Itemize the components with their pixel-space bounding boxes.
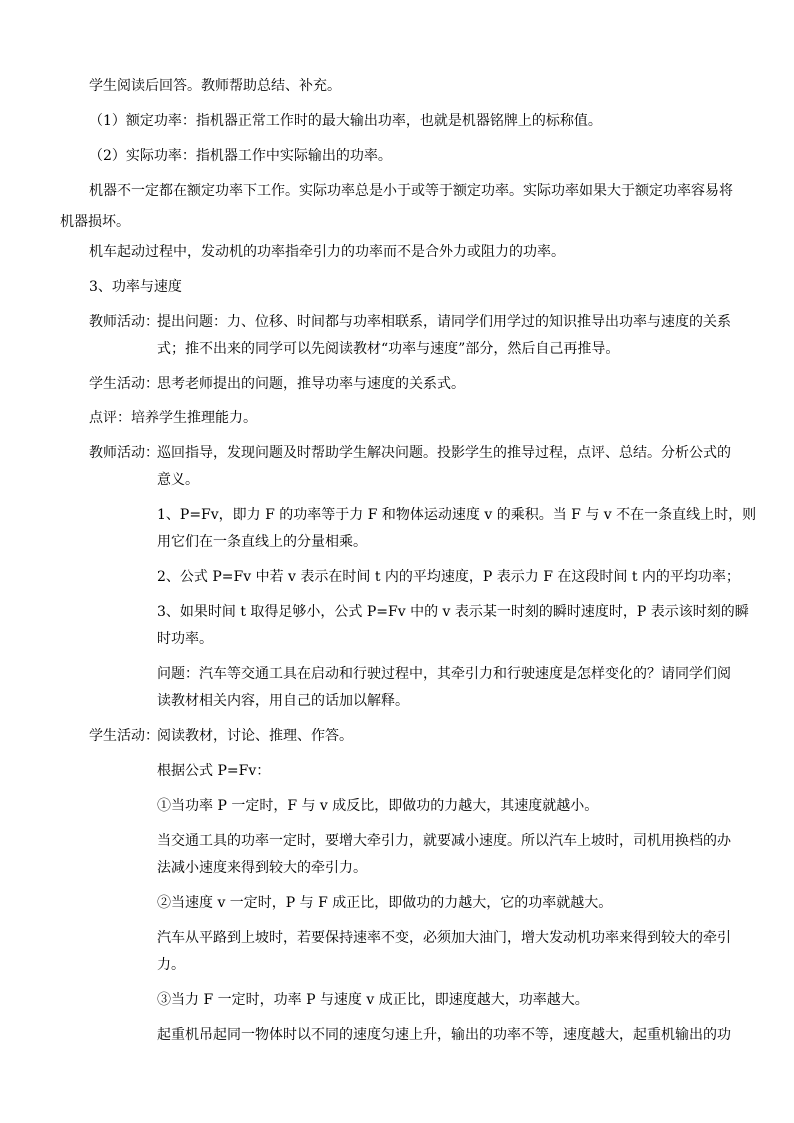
paragraph-student-answer: 学生阅读后回答。教师帮助总结、补充。 <box>89 78 341 94</box>
comment-label: 点评： <box>89 410 131 426</box>
student-activity-2-text: 阅读教材，讨论、推理、作答。 <box>157 728 353 744</box>
case-1-explanation-line-1: 当交通工具的功率一定时，要增大牵引力，就要减小速度。所以汽车上坡时，司机用换档的办 <box>157 833 731 849</box>
case-constant-force: ③当力 F 一定时，功率 P 与速度 v 成正比，即速度越大，功率越大。 <box>157 992 589 1008</box>
teacher-activity-label: 教师活动： <box>89 445 159 461</box>
case-2-explanation-line-2: 力。 <box>157 957 185 973</box>
paragraph-actual-power: （2）实际功率：指机器工作中实际输出的功率。 <box>89 148 392 164</box>
question-line-1: 问题：汽车等交通工具在启动和行驶过程中，其牵引力和行驶速度是怎样变化的？请同学们阅 <box>157 666 731 682</box>
formula-point-2: 2、公式 P=Fv 中若 v 表示在时间 t 内的平均速度，P 表示力 F 在这段时间 t 内的平均功率； <box>157 569 740 585</box>
teacher-activity-2-line-2: 意义。 <box>157 472 199 488</box>
case-1-explanation-line-2: 法减小速度来得到较大的牵引力。 <box>157 860 367 876</box>
formula-intro: 根据公式 P=Fv： <box>157 763 271 779</box>
paragraph-rated-power: （1）额定功率：指机器正常工作时的最大输出功率，也就是机器铭牌上的标称值。 <box>89 113 602 129</box>
section-heading-power-speed: 3、功率与速度 <box>89 279 182 295</box>
formula-point-1-line-2: 用它们在一条直线上的分量相乘。 <box>157 534 367 550</box>
case-3-explanation-line-1: 起重机吊起同一物体时以不同的速度匀速上升，输出的功率不等，速度越大，起重机输出的功 <box>157 1027 731 1043</box>
comment-text: 培养学生推理能力。 <box>131 410 257 426</box>
formula-point-3-line-1: 3、如果时间 t 取得足够小，公式 P=Fv 中的 v 表示某一时刻的瞬时速度时，P 表示该时刻的瞬 <box>157 604 749 620</box>
student-activity-label: 学生活动： <box>89 376 159 392</box>
case-2-explanation-line-1: 汽车从平路到上坡时，若要保持速率不变，必须加大油门，增大发动机功率来得到较大的牵引 <box>157 930 731 946</box>
case-constant-power: ①当功率 P 一定时，F 与 v 成反比，即做功的力越大，其速度就越小。 <box>157 798 599 814</box>
question-line-2: 读教材相关内容，用自己的话加以解释。 <box>157 693 409 709</box>
teacher-activity-1-line-1: 提出问题：力、位移、时间都与功率相联系，请同学们用学过的知识推导出功率与速度的关系 <box>157 314 731 330</box>
paragraph-machine-line-1: 机器不一定都在额定功率下工作。实际功率总是小于或等于额定功率。实际功率如果大于额定功率容易将 <box>89 183 733 199</box>
formula-point-3-line-2: 时功率。 <box>157 631 213 647</box>
student-activity-label: 学生活动： <box>89 728 159 744</box>
student-activity-1-text: 思考老师提出的问题，推导功率与速度的关系式。 <box>157 376 465 392</box>
teacher-activity-label: 教师活动： <box>89 314 159 330</box>
paragraph-locomotive-start: 机车起动过程中，发动机的功率指牵引力的功率而不是合外力或阻力的功率。 <box>89 244 565 260</box>
case-constant-speed: ②当速度 v 一定时，P 与 F 成正比，即做功的力越大，它的功率就越大。 <box>157 895 613 911</box>
paragraph-machine-line-2: 机器损坏。 <box>60 214 130 230</box>
formula-point-1-line-1: 1、P=Fv，即力 F 的功率等于力 F 和物体运动速度 v 的乘积。当 F 与 v 不在一条直线上时，则 <box>157 507 757 523</box>
teacher-activity-1-line-2: 式；推不出来的同学可以先阅读教材“功率与速度”部分，然后自己再推导。 <box>157 341 620 357</box>
teacher-activity-2-line-1: 巡回指导，发现问题及时帮助学生解决问题。投影学生的推导过程，点评、总结。分析公式的 <box>157 445 731 461</box>
